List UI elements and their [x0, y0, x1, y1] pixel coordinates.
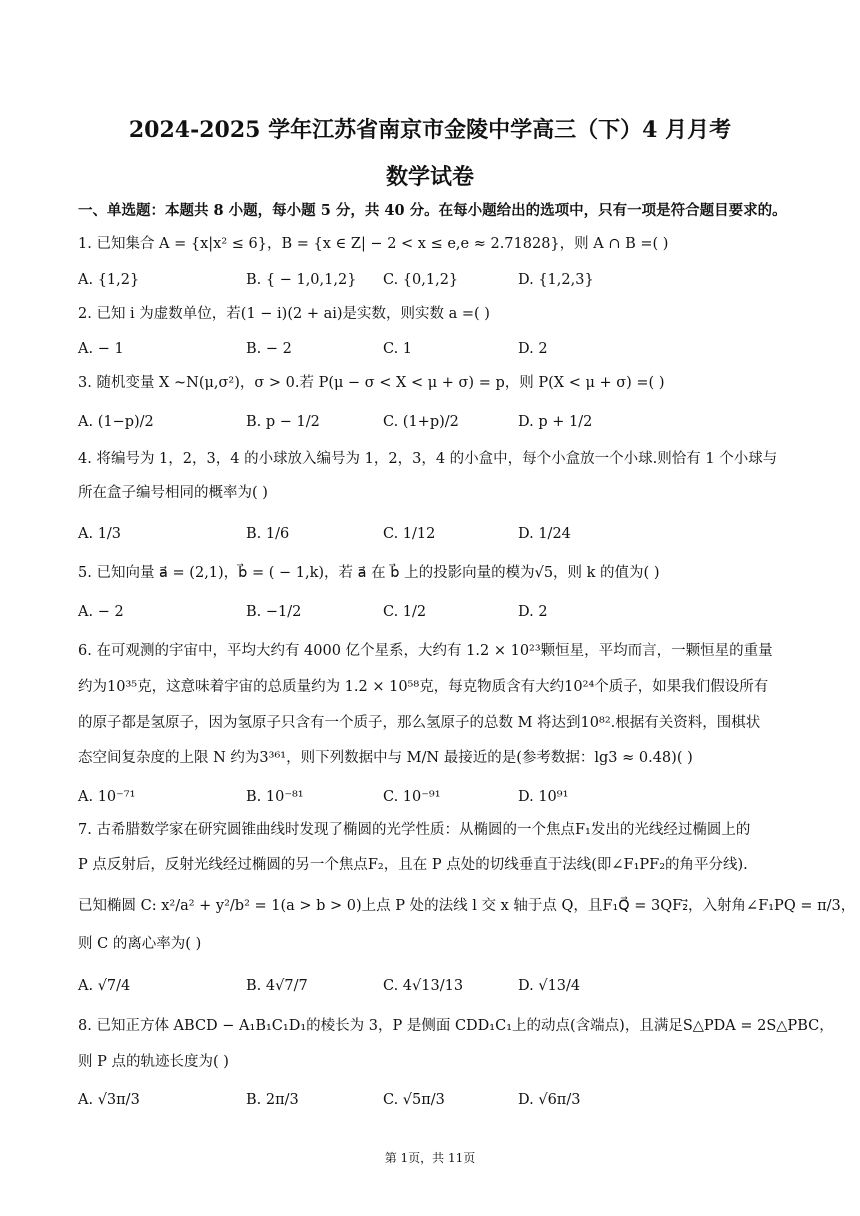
q5-option-c: C. 1/2 — [383, 604, 427, 620]
question-8-stem-line-2: 则 P 点的轨迹长度为( ) — [78, 1054, 229, 1070]
q3-option-b: B. p − 1/2 — [246, 414, 320, 430]
section-heading: 一、单选题：本题共 8 小题，每小题 5 分，共 40 分。在每小题给出的选项中，只有一项是符合题目要求的。 — [78, 202, 787, 219]
question-7-stem-line-1: 7. 古希腊数学家在研究圆锥曲线时发现了椭圆的光学性质：从椭圆的一个焦点F₁发出的光线经过椭圆上的 — [78, 822, 751, 838]
question-4-stem-line-2: 所在盒子编号相同的概率为( ) — [78, 485, 268, 501]
q4-option-b: B. 1/6 — [246, 526, 290, 542]
q8-option-a: A. √3π/3 — [78, 1092, 140, 1108]
question-1-stem: 1. 已知集合 A = {x|x² ≤ 6}，B = {x ∈ Z| − 2 < x ≤ e,e ≈ 2.71828}，则 A ∩ B =( ) — [78, 236, 669, 252]
q2-option-a: A. − 1 — [78, 341, 124, 357]
exam-title: 2024-2025 学年江苏省南京市金陵中学高三（下）4 月月考 — [128, 117, 732, 143]
q3-option-c: C. (1+p)/2 — [383, 414, 459, 430]
q1-option-b: B. { − 1,0,1,2} — [246, 272, 357, 288]
q7-option-d: D. √13/4 — [518, 978, 581, 994]
q7-option-b: B. 4√7/7 — [246, 978, 308, 994]
question-7-stem-line-2: P 点反射后，反射光线经过椭圆的另一个焦点F₂，且在 P 点处的切线垂直于法线(即∠F₁PF₂的角平分线). — [78, 857, 748, 873]
q5-option-a: A. − 2 — [78, 604, 124, 620]
question-6-stem-line-1: 6. 在可观测的宇宙中，平均大约有 4000 亿个星系，大约有 1.2 × 10²³颗恒星，平均而言，一颗恒星的重量 — [78, 643, 773, 659]
question-2-stem: 2. 已知 i 为虚数单位，若(1 − i)(2 + ai)是实数，则实数 a =( ) — [78, 306, 490, 322]
q2-option-d: D. 2 — [518, 341, 548, 357]
q1-option-a: A. {1,2} — [78, 272, 140, 288]
page-footer: 第 1页，共 11页 — [384, 1151, 476, 1165]
q7-option-c: C. 4√13/13 — [383, 978, 464, 994]
q6-option-b: B. 10⁻⁸¹ — [246, 789, 304, 805]
question-7-stem-line-4: 则 C 的离心率为( ) — [78, 936, 202, 952]
q2-option-b: B. − 2 — [246, 341, 292, 357]
q2-option-c: C. 1 — [383, 341, 413, 357]
q4-option-a: A. 1/3 — [78, 526, 122, 542]
question-7-stem-line-3: 已知椭圆 C: x²/a² + y²/b² = 1(a > b > 0)上点 P 处的法线 l 交 x 轴于点 Q，且F₁Q⃗ = 3QF₂⃗，入射角∠F₁PQ = π/3， — [78, 898, 856, 914]
q8-option-c: C. √5π/3 — [383, 1092, 445, 1108]
question-4-stem-line-1: 4. 将编号为 1，2，3，4 的小球放入编号为 1，2，3，4 的小盒中，每个小盒放一个小球.则恰有 1 个小球与 — [78, 451, 778, 467]
q4-option-c: C. 1/12 — [383, 526, 436, 542]
question-6-stem-line-4: 态空间复杂度的上限 N 约为3³⁶¹，则下列数据中与 M/N 最接近的是(参考数据：lg3 ≈ 0.48)( ) — [78, 750, 693, 766]
q5-option-b: B. −1/2 — [246, 604, 302, 620]
question-5-stem: 5. 已知向量 a⃗ = (2,1)，b⃗ = ( − 1,k)，若 a⃗ 在 b⃗ 上的投影向量的模为√5，则 k 的值为( ) — [78, 565, 660, 581]
question-3-stem: 3. 随机变量 X ~N(μ,σ²)，σ > 0.若 P(μ − σ < X < μ + σ) = p，则 P(X < μ + σ) =( ) — [78, 375, 665, 391]
question-8-stem-line-1: 8. 已知正方体 ABCD − A₁B₁C₁D₁的棱长为 3，P 是侧面 CDD₁C₁上的动点(含端点)，且满足S△PDA = 2S△PBC， — [78, 1018, 834, 1034]
q3-option-a: A. (1−p)/2 — [78, 414, 154, 430]
q7-option-a: A. √7/4 — [78, 978, 131, 994]
q5-option-d: D. 2 — [518, 604, 548, 620]
question-6-stem-line-2: 约为10³⁵克，这意味着宇宙的总质量约为 1.2 × 10⁵⁸克，每克物质含有大约10²⁴个质子，如果我们假设所有 — [78, 679, 769, 695]
question-6-stem-line-3: 的原子都是氢原子，因为氢原子只含有一个质子，那么氢原子的总数 M 将达到10⁸².根据有关资料，围棋状 — [78, 715, 761, 731]
q1-option-c: C. {0,1,2} — [383, 272, 459, 288]
q6-option-a: A. 10⁻⁷¹ — [78, 789, 136, 805]
q4-option-d: D. 1/24 — [518, 526, 571, 542]
q8-option-b: B. 2π/3 — [246, 1092, 299, 1108]
q6-option-c: C. 10⁻⁹¹ — [383, 789, 441, 805]
q3-option-d: D. p + 1/2 — [518, 414, 593, 430]
exam-subtitle: 数学试卷 — [385, 164, 474, 190]
q6-option-d: D. 10⁹¹ — [518, 789, 569, 805]
q1-option-d: D. {1,2,3} — [518, 272, 594, 288]
q8-option-d: D. √6π/3 — [518, 1092, 581, 1108]
